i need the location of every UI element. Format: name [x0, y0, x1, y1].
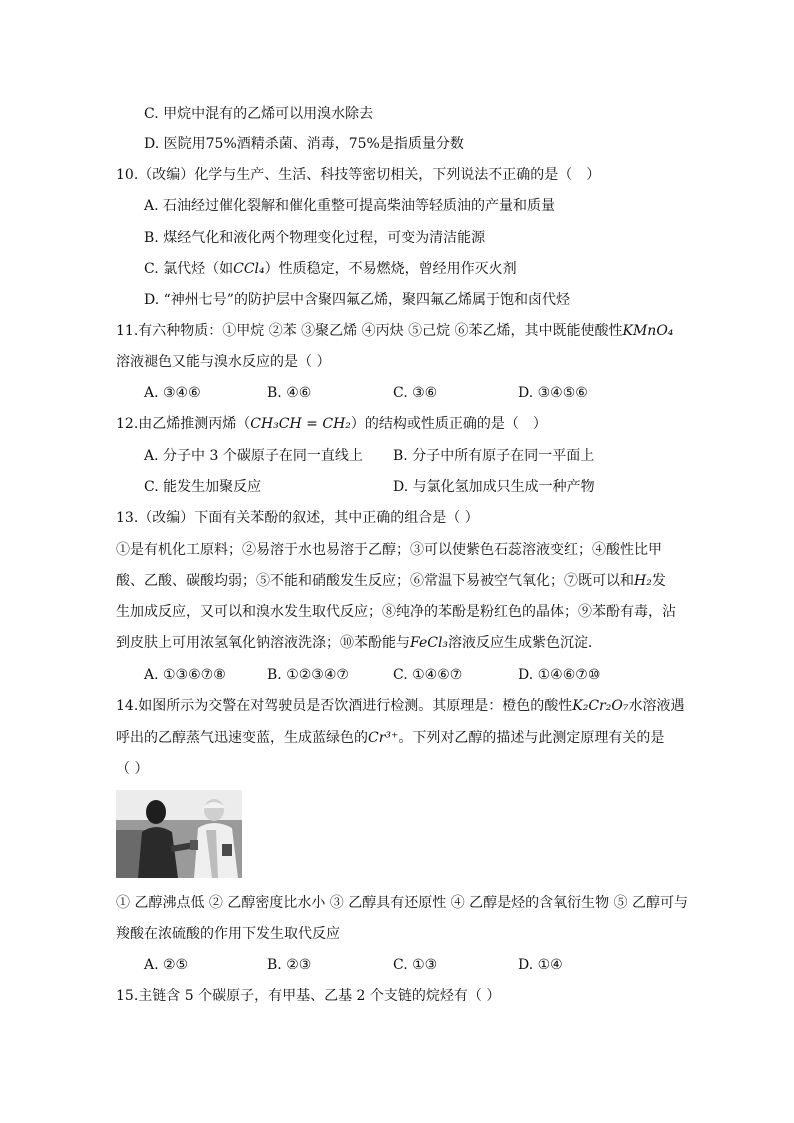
q14-stem-line2 [116, 728, 664, 748]
q14-text-pre: 14.如图所示为交警在对驾驶员是否饮酒进行检测。其原理是：橙色的酸性 [116, 698, 573, 714]
q11-text: 11.有六种物质：①甲烷 ②苯 ③聚乙烯 ④丙炔 ⑤己烷 ⑥苯乙烯，其中既能使酸性 [116, 323, 623, 339]
q12-text-post: ）的结构或性质正确的是（ ） [350, 416, 547, 432]
q12-formula: CH₃CH = CH₂ [250, 416, 351, 432]
q14-option-d: D. ①④ [518, 957, 563, 973]
q14-option-c: C. ①③ [393, 957, 438, 973]
question-13: 13.（改编）下面有关苯酚的叙述，其中正确的组合是（ ） [116, 510, 479, 526]
q10c-text-pre: C. 氯代烃（如 [144, 261, 234, 277]
q10-option-d: D. “神州七号”的防护层中含聚四氟乙烯，聚四氟乙烯属于饱和卤代烃 [144, 292, 570, 308]
q11-option-d: D. ③④⑤⑥ [518, 385, 588, 401]
q12-option-c: C. 能发生加聚反应 [144, 479, 262, 495]
q13-line2-post: 发 [651, 573, 666, 589]
q13-option-b: B. ①②③④⑦ [267, 667, 349, 683]
q14-stem-line3: （ ） [116, 761, 149, 777]
q14-formula-cr: Cr³⁺ [368, 730, 399, 746]
q13-formula-h2: H₂ [634, 573, 652, 589]
q13-formula-fecl3: FeCl₃ [410, 635, 449, 651]
q14-formula: K₂Cr₂O₇ [572, 698, 629, 714]
q11-option-b: B. ④⑥ [267, 385, 312, 401]
q14-option-a: A. ②⑤ [144, 957, 189, 973]
question-11-line2: 溶液褪色又能与溴水反应的是（ ） [116, 354, 331, 370]
q10-option-c [144, 259, 517, 279]
q14-option-b: B. ②③ [267, 957, 312, 973]
q13-line2-pre: 酸、乙酸、碳酸均弱；⑤不能和硝酸发生反应；⑥常温下易被空气氧化；⑦既可以和 [116, 573, 634, 589]
q13-option-c: C. ①④⑥⑦ [393, 667, 463, 683]
q10c-text-post: ）性质稳定，不易燃烧，曾经用作灭火剂 [264, 261, 517, 277]
q10-option-b: B. 煤经气化和液化两个物理变化过程，可变为清洁能源 [144, 230, 486, 246]
q13-line4-pre: 到皮肤上可用浓氢氧化钠溶液洗涤；⑩苯酚能与 [116, 635, 410, 651]
q13-stem-line1: ①是有机化工原料；②易溶于水也易溶于乙醇；③可以使紫色石蕊溶液变红；④酸性比甲 [116, 542, 662, 558]
breathalyzer-photo [116, 790, 242, 878]
q14-line2-pre: 呼出的乙醇蒸气迅速变蓝，生成蓝绿色的 [116, 730, 368, 746]
question-11 [116, 321, 673, 341]
photo-illustration [116, 790, 242, 878]
q12-option-a: A. 分子中 3 个碳原子在同一直线上 [144, 448, 363, 464]
q14-line2-post: 。下列对乙醇的描述与此测定原理有关的是 [398, 730, 665, 746]
q12-option-b: B. 分子中所有原子在同一平面上 [393, 448, 595, 464]
q11-option-a: A. ③④⑥ [144, 385, 201, 401]
q12-option-d: D. 与氯化氢加成只生成一种产物 [393, 479, 595, 495]
q10c-formula: CCl₄ [233, 261, 265, 277]
q9-option-c: C. 甲烷中混有的乙烯可以用溴水除去 [144, 106, 374, 122]
q9-option-d: D. 医院用75%酒精杀菌、消毒，75%是指质量分数 [144, 136, 464, 152]
q11-option-c: C. ③⑥ [393, 385, 438, 401]
question-12 [116, 414, 547, 434]
q14-statements-line2: 羧酸在浓硫酸的作用下发生取代反应 [116, 926, 340, 942]
q13-option-a: A. ①③⑥⑦⑧ [144, 667, 226, 683]
q14-statements-line1: ① 乙醇沸点低 ② 乙醇密度比水小 ③ 乙醇具有还原性 ④ 乙醇是烃的含氧衍生物 ⑤ 乙醇可与 [116, 895, 689, 911]
question-10: 10.（改编）化学与生产、生活、科技等密切相关，下列说法不正确的是（ ） [116, 167, 601, 183]
q10-option-a: A. 石油经过催化裂解和催化重整可提高柴油等轻质油的产量和质量 [144, 198, 556, 214]
q13-stem-line3: 生加成反应，又可以和溴水发生取代反应；⑧纯净的苯酚是粉红色的晶体；⑨苯酚有毒，沾 [116, 604, 676, 620]
q11-formula: KMnO₄ [622, 323, 674, 339]
q12-text-pre: 12.由乙烯推测丙烯（ [116, 416, 251, 432]
q14-text-post: 水溶液遇 [628, 698, 685, 714]
q13-line4-post: 溶液反应生成紫色沉淀． [448, 635, 603, 651]
question-15: 15.主链含 5 个碳原子，有甲基、乙基 2 个支链的烷烃有（ ） [116, 988, 501, 1004]
q13-stem-line2 [116, 571, 666, 591]
q13-stem-line4 [116, 633, 602, 653]
question-14 [116, 696, 684, 716]
q13-option-d: D. ①④⑥⑦⑩ [518, 667, 601, 683]
